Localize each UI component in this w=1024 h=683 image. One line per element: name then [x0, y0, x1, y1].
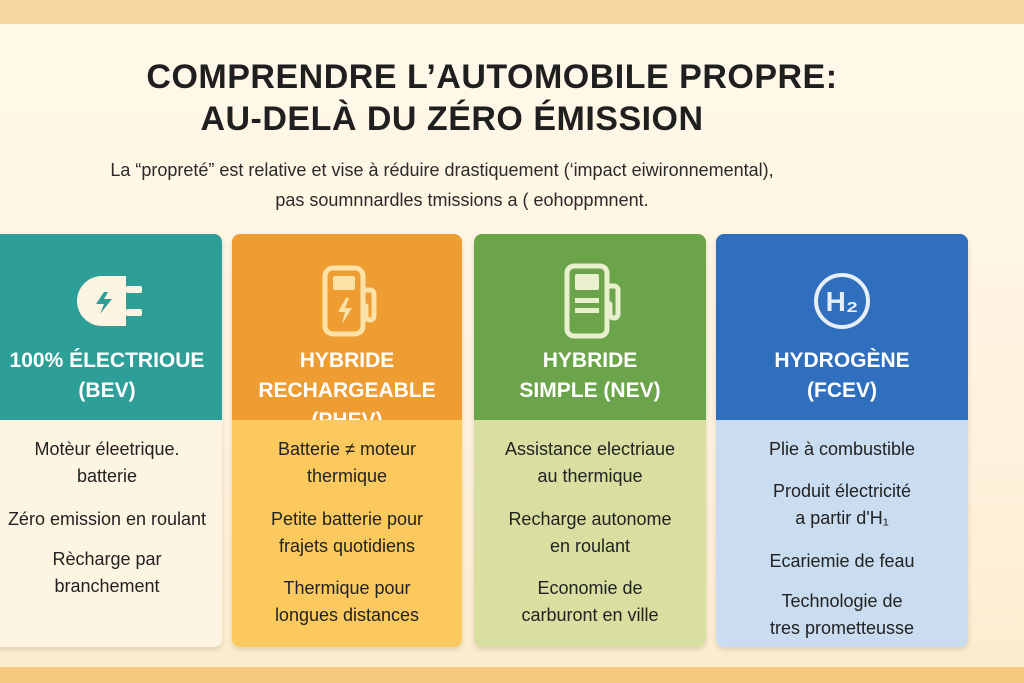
card-phev-header [232, 234, 462, 420]
feature-text: carburont en ville [521, 605, 659, 625]
feature-text: tres prometteusse [769, 618, 915, 638]
card-phev-name-line-2: RECHARGEABLE [258, 379, 436, 402]
feature-text: Technologie de [781, 591, 903, 611]
feature-text: Motèur éleetrique. [34, 439, 180, 459]
card-fcev-feature-2 [716, 478, 968, 532]
feature-text: Produit électricité [772, 481, 912, 501]
card-fcev-feature-3 [716, 548, 968, 575]
bottom-border [0, 667, 1024, 683]
card-fcev-name-line-1: HYDROGÈNE [774, 349, 910, 372]
card-bev-header [0, 234, 222, 420]
hydrogen-symbol: H₂ [825, 286, 859, 317]
card-bev-body [0, 420, 222, 647]
feature-text: Petite batterie pour [270, 509, 424, 529]
feature-text: branchement [54, 576, 160, 596]
feature-text: Batterie ≠ moteur [278, 439, 416, 459]
subtitle-line-1: La “propreté” est relative et vise à réduire drastiquement (‘impact eiwironnemental), [110, 160, 774, 180]
card-nev-body [474, 420, 706, 647]
card-nev-header [474, 234, 706, 420]
fuel-pump-icon [545, 256, 635, 346]
card-nev-feature-3 [474, 575, 706, 629]
feature-text: Rècharge par [52, 549, 162, 569]
feature-text: longues distances [274, 605, 420, 625]
card-phev [232, 234, 462, 647]
card-bev-feature-1 [0, 436, 222, 490]
card-fcev-name-line-2: (FCEV) [807, 379, 877, 402]
card-bev-feature-2 [0, 506, 222, 533]
subtitle-line-2: pas soumnnardles tmissions a ( eohoppmnent. [275, 190, 649, 210]
charging-pump-icon [302, 256, 392, 346]
card-phev-feature-2 [232, 506, 462, 560]
feature-text: au thermique [537, 466, 643, 486]
card-fcev-feature-4 [716, 588, 968, 642]
card-nev-feature-1 [474, 436, 706, 490]
card-nev-name-line-1: HYBRIDE [542, 349, 638, 372]
card-fcev-body [716, 420, 968, 647]
card-nev [474, 234, 706, 647]
feature-text: Economie de [537, 578, 643, 598]
page-title-line-1: COMPRENDRE L’AUTOMOBILE PROPRE: [146, 58, 838, 96]
card-bev-name-line-2: (BEV) [78, 379, 136, 402]
page-title-line-2: AU-DELÀ DU ZÉRO ÉMISSION [200, 100, 704, 138]
plug-icon [62, 256, 152, 346]
feature-text: Ecariemie de feau [769, 551, 915, 571]
card-nev-name-line-2: SIMPLE (NEV) [519, 379, 661, 402]
card-phev-feature-3 [232, 575, 462, 629]
card-bev [0, 234, 222, 647]
feature-text: Assistance electriaue [504, 439, 676, 459]
feature-text: en roulant [549, 536, 631, 556]
card-fcev-feature-1 [716, 436, 968, 463]
card-nev-feature-2 [474, 506, 706, 560]
card-fcev-header [716, 234, 968, 420]
feature-text: Recharge autonome [508, 509, 672, 529]
feature-text: Plie à combustible [768, 439, 916, 459]
card-bev-feature-3 [0, 546, 222, 600]
card-bev-name-line-1: 100% ÉLECTRIOUE [9, 349, 205, 372]
feature-text: thermique [306, 466, 388, 486]
feature-text: batterie [76, 466, 138, 486]
feature-text: frajets quotidiens [278, 536, 416, 556]
top-border [0, 0, 1024, 24]
feature-text: Zéro emission en roulant [7, 509, 207, 529]
card-fcev [716, 234, 968, 647]
feature-text: a partir d'H₁ [795, 508, 889, 528]
feature-text: Thermique pour [283, 578, 411, 598]
hydrogen-icon [797, 256, 887, 346]
card-phev-feature-1 [232, 436, 462, 490]
card-phev-name-line-1: HYBRIDE [299, 349, 395, 372]
card-phev-body [232, 420, 462, 647]
